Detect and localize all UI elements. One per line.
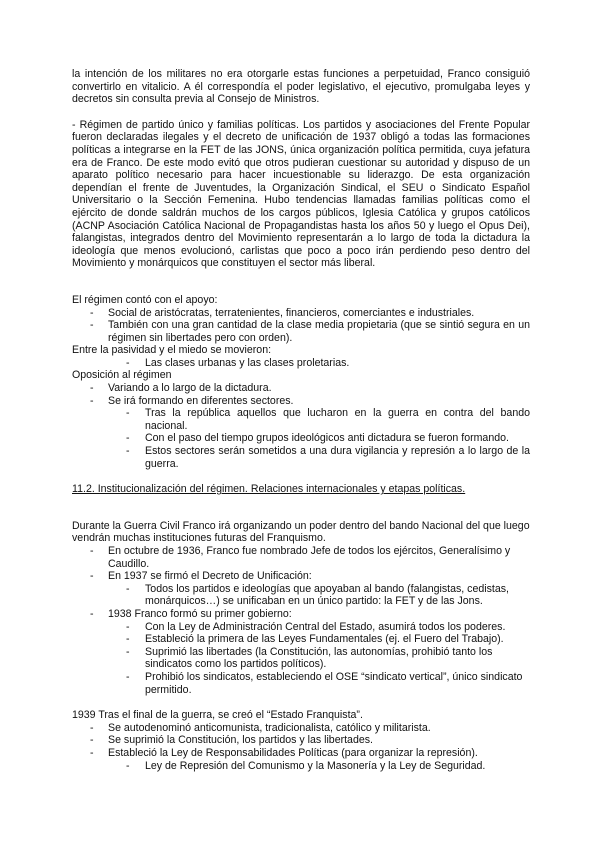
list-item: - En octubre de 1936, Franco fue nombrado Jefe de todos los ejércitos, Generalísimo y Caudillo.: [72, 545, 530, 570]
list-item: - Se suprimió la Constitución, los partidos y las libertades.: [72, 734, 530, 747]
list-item: [72, 570, 530, 608]
estado-list: [72, 722, 530, 772]
list-item-text: Estableció la Ley de Responsabilidades Políticas (para organizar la represión).: [108, 746, 478, 759]
guerra-list: [72, 545, 530, 696]
list-item: - Con el paso del tiempo grupos ideológicos anti dictadura se fueron formando.: [108, 432, 530, 445]
list-item: - También con una gran cantidad de la clase media propietaria (que se sintió segura en un régimen sin libertades pero con orden).: [72, 319, 530, 344]
oposicion-sublist: [108, 407, 530, 470]
pasividad-intro: Entre la pasividad y el miedo se movieron:: [72, 344, 272, 357]
list-item-text: 1938 Franco formó su primer gobierno:: [108, 607, 292, 620]
pasividad-list: [72, 357, 530, 370]
list-item-text: En 1937 se firmó el Decreto de Unificación:: [108, 570, 312, 583]
list-item: - Suprimió las libertades (la Constitución, las autonomías, prohibió tanto los sindicatos como los partidos políticos).: [108, 646, 530, 671]
apoyo-intro: El régimen contó con el apoyo:: [72, 293, 218, 306]
estado-intro: 1939 Tras el final de la guerra, se creó el “Estado Franquista”.: [72, 709, 363, 722]
oposicion-list: [72, 382, 530, 470]
list-item: - Tras la república aquellos que lucharon en la guerra en contra del bando nacional.: [108, 407, 530, 432]
list-item: - Estableció la primera de las Leyes Fundamentales (ej. el Fuero del Trabajo).: [108, 633, 530, 646]
list-item: - Se autodenominó anticomunista, tradicionalista, católico y militarista.: [72, 722, 530, 735]
list-item: - Prohibió los sindicatos, estableciendo el OSE “sindicato vertical”, único sindicato permitido.: [108, 671, 530, 696]
list-item: [72, 395, 530, 471]
list-item: - Social de aristócratas, terratenientes, financieros, comerciantes e industriales.: [72, 307, 530, 320]
estado-sublist: [108, 760, 530, 773]
list-item: - Ley de Represión del Comunismo y la Masonería y la Ley de Seguridad.: [108, 760, 530, 773]
section-heading: 11.2. Institucionalización del régimen. Relaciones internacionales y etapas políticas.: [72, 483, 466, 496]
intro-paragraph: la intención de los militares no era otorgarle estas funciones a perpetuidad, Franco consiguió convertirlo en vitalicio. A él correspondía el poder legislativo, el ejecutivo, promulgaba leyes y decretos sin consulta previa al Consejo de Ministros.: [72, 68, 530, 106]
list-item-text: Se irá formando en diferentes sectores.: [108, 394, 294, 407]
document-page: [72, 68, 530, 772]
list-item: - Todos los partidos e ideologías que apoyaban al bando (falangistas, cedistas, monárquicos…) se unificaban en un único partido: la FET y de las Jons.: [108, 583, 530, 608]
pasividad-sublist: [108, 357, 530, 370]
list-item-wrapper: [72, 357, 530, 370]
guerra-sublist-2: [108, 621, 530, 697]
oposicion-intro: Oposición al régimen: [72, 369, 172, 382]
list-item: [72, 747, 530, 772]
apoyo-list: [72, 307, 530, 345]
guerra-intro: Durante la Guerra Civil Franco irá organizando un poder dentro del bando Nacional del que luego vendrán muchas instituciones futuras del Franquismo.: [72, 519, 530, 545]
partido-unico-paragraph: - Régimen de partido único y familias políticas. Los partidos y asociaciones del Frente Popular fueron declaradas ilegales y el decreto de unificación de 1937 obligó a todas las formaciones políticas a integrarse en la FET de las JONS, única organización política permitida, cuya jefatura era de Franco. De este modo evitó que otros pudieran cuestionar su autoridad y dispuso de un aparato político necesario para hacer incuestionable su liderazgo. De esta organización dependían el frente de Juventudes, la Organización Sindical, el SEU o Sindicato Español Universitario o la Sección Femenina. Hubo tendencias llamadas familias políticas como el ejército de donde saldrán muchos de los cargos públicos, Iglesia Católica y grupos católicos (ACNP Asociación Católica Nacional de Propagandistas hasta los años 50 y luego el Opus Dei), falangistas, integrados dentro del Movimiento representarán a lo largo de toda la dictadura la ideología que menos evolucionó, carlistas que poco a poco irán perdiendo peso dentro del Movimiento y monárquicos que constituyen el sector más liberal.: [72, 118, 530, 270]
list-item: - Con la Ley de Administración Central del Estado, asumirá todos los poderes.: [108, 621, 530, 634]
list-item: - Las clases urbanas y las clases proletarias.: [108, 357, 530, 370]
list-item: - Estos sectores serán sometidos a una dura vigilancia y represión a lo largo de la guerra.: [108, 445, 530, 470]
list-item: - Variando a lo largo de la dictadura.: [72, 382, 530, 395]
list-item: [72, 608, 530, 696]
guerra-sublist-1: [108, 583, 530, 608]
